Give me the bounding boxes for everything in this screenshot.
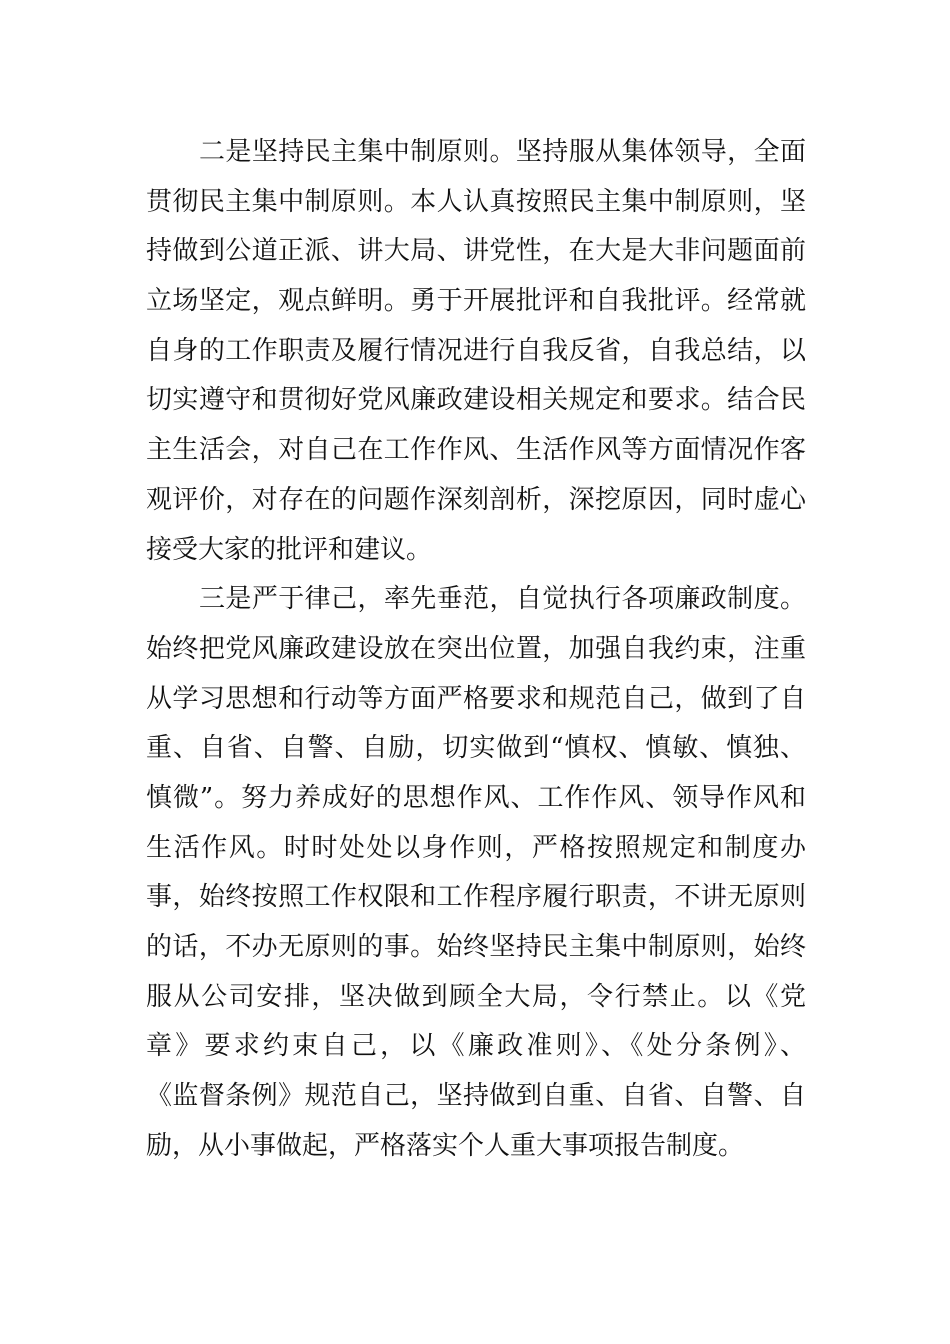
paragraph-line: 生活作风。时时处处以身作则，严格按照规定和制度办 [146,832,806,863]
paragraph-democratic-centralism [146,128,806,575]
paragraph-line: 从学习思想和行动等方面严格要求和规范自己，做到了自 [146,683,806,714]
paragraph-line: 切实遵守和贯彻好党风廉政建设相关规定和要求。结合民 [146,385,806,416]
paragraph-line: 始终把党风廉政建设放在突出位置，加强自我约束，注重 [146,633,806,664]
paragraph-line: 章》要求约束自己，以《廉政准则》、《处分条例》、 [146,1031,806,1062]
paragraph-line: 立场坚定，观点鲜明。勇于开展批评和自我批评。经常就 [146,286,806,317]
paragraph-line: 三是严于律己，率先垂范，自觉执行各项廉政制度。 [199,584,806,615]
paragraph-self-discipline [146,575,806,1171]
paragraph-line: 主生活会，对自己在工作作风、生活作风等方面情况作客 [146,435,806,466]
paragraph-line: 励，从小事做起，严格落实个人重大事项报告制度。 [146,1130,745,1161]
paragraph-line: 接受大家的批评和建议。 [146,534,433,565]
paragraph-line: 持做到公道正派、讲大局、讲党性，在大是大非问题面前 [146,236,806,267]
document-body [146,128,806,1171]
paragraph-line: 慎微”。努力养成好的思想作风、工作作风、领导作风和 [146,782,806,813]
paragraph-line: 贯彻民主集中制原则。本人认真按照民主集中制原则，坚 [146,186,806,217]
paragraph-line: 自身的工作职责及履行情况进行自我反省，自我总结，以 [146,335,806,366]
paragraph-line: 的话，不办无原则的事。始终坚持民主集中制原则，始终 [146,932,806,962]
paragraph-line: 二是坚持民主集中制原则。坚持服从集体领导，全面 [199,137,806,167]
paragraph-line: 《监督条例》规范自己，坚持做到自重、自省、自警、自 [146,1081,806,1112]
paragraph-line: 观评价，对存在的问题作深刻剖析，深挖原因，同时虚心 [146,484,806,515]
paragraph-line: 事，始终按照工作权限和工作程序履行职责，不讲无原则 [146,882,806,913]
paragraph-line: 重、自省、自警、自励，切实做到“慎权、慎敏、慎独、 [146,733,806,764]
paragraph-line: 服从公司安排，坚决做到顾全大局，令行禁止。以《党 [146,981,806,1012]
